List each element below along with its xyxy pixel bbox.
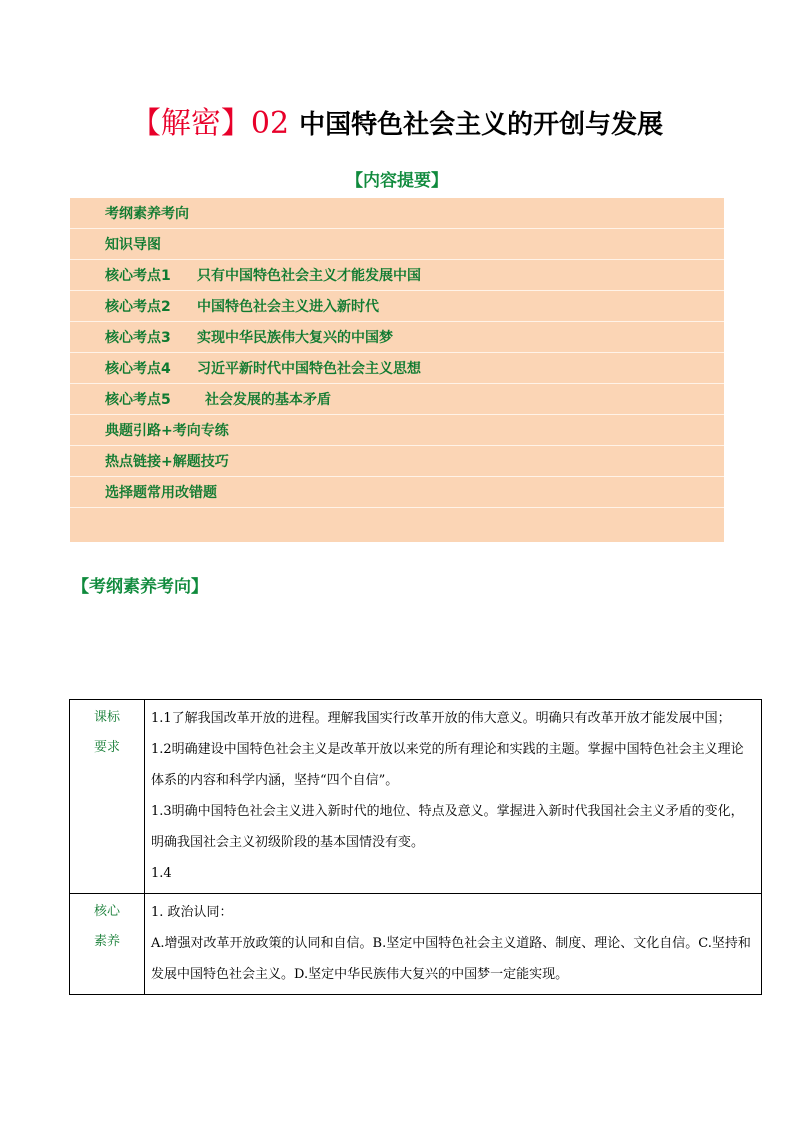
toc-heading: 【内容提要】	[346, 171, 448, 191]
toc-item-number: 核心考点1	[105, 268, 171, 284]
requirement-item: 1.1了解我国改革开放的进程。理解我国实行改革开放的伟大意义。明确只有改革开放才能发展中国；	[151, 711, 731, 726]
core-item-heading: 1. 政治认同：	[151, 905, 233, 920]
standards-table	[69, 699, 762, 995]
row-content-curriculum	[145, 700, 762, 894]
toc-item[interactable]	[70, 291, 724, 322]
toc-item-text: 只有中国特色社会主义才能发展中国	[197, 268, 421, 284]
row-label-line: 课标	[93, 710, 120, 725]
toc-item[interactable]	[70, 384, 724, 415]
requirement-item: 1.3明确中国特色社会主义进入新时代的地位、特点及意义。掌握进入新时代我国社会主义矛盾的变化，明确我国社会主义初级阶段的基本国情没有变。	[151, 804, 744, 850]
row-label-line: 素养	[93, 934, 120, 949]
toc-item-text: 考纲素养考向	[105, 206, 189, 222]
row-content-core	[145, 894, 762, 995]
toc-item-text: 社会发展的基本矛盾	[205, 392, 331, 408]
table-row	[70, 700, 762, 894]
table-of-contents	[70, 198, 724, 542]
toc-item-text: 选择题常用改错题	[105, 485, 217, 501]
toc-item-text: 中国特色社会主义进入新时代	[197, 299, 379, 315]
requirement-item: 1.4	[151, 866, 172, 881]
row-label-line: 核心	[93, 904, 120, 919]
toc-item[interactable]	[70, 353, 724, 384]
toc-item-text: 实现中华民族伟大复兴的中国梦	[197, 330, 393, 346]
toc-item[interactable]	[70, 260, 724, 291]
toc-item[interactable]	[70, 446, 724, 477]
title-prefix: 【解密】02	[130, 106, 290, 141]
toc-item[interactable]	[70, 322, 724, 353]
table-row	[70, 894, 762, 995]
toc-item-number: 核心考点3	[105, 330, 171, 346]
requirement-item: 1.2明确建设中国特色社会主义是改革开放以来党的所有理论和实践的主题。掌握中国特色社会主义理论体系的内容和科学内涵，坚持“四个自信”。	[151, 742, 744, 788]
row-label-core	[70, 894, 145, 995]
core-item: A.增强对改革开放政策的认同和自信。B.坚定中国特色社会主义道路、制度、理论、文化自信。C.坚持和发展中国特色社会主义。D.坚定中华民族伟大复兴的中国梦一定能实现。	[151, 936, 751, 982]
toc-item[interactable]	[70, 415, 724, 446]
toc-item-text: 习近平新时代中国特色社会主义思想	[197, 361, 421, 377]
toc-item-number: 核心考点5	[105, 392, 171, 408]
row-label-line: 要求	[93, 740, 120, 755]
toc-item-text: 典题引路+考向专练	[105, 423, 229, 439]
toc-item[interactable]	[70, 477, 724, 508]
title-main: 中国特色社会主义的开创与发展	[299, 110, 664, 140]
toc-item[interactable]	[70, 229, 724, 260]
row-label-curriculum	[70, 700, 145, 894]
toc-item-text: 热点链接+解题技巧	[105, 454, 229, 470]
section-heading: 【考纲素养考向】	[72, 577, 208, 597]
toc-item[interactable]	[70, 198, 724, 229]
toc-item-number: 核心考点2	[105, 299, 171, 315]
page-title	[0, 104, 794, 148]
toc-item-empty	[70, 508, 724, 539]
toc-item-number: 核心考点4	[105, 361, 171, 377]
toc-item-text: 知识导图	[105, 237, 161, 253]
